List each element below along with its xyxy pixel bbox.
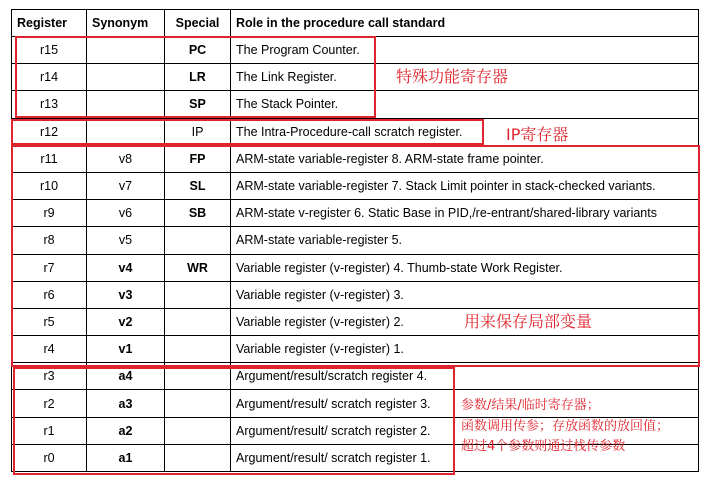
synonym-cell: a4 [87, 363, 165, 390]
role-cell: The Program Counter. [231, 37, 699, 64]
header-role: Role in the procedure call standard [231, 10, 699, 37]
table-row [12, 254, 699, 281]
table-row [12, 336, 699, 363]
register-cell: r6 [12, 281, 87, 308]
role-cell: The Link Register. [231, 64, 699, 91]
special-cell [165, 444, 231, 471]
register-cell: r14 [12, 64, 87, 91]
synonym-cell: v1 [87, 336, 165, 363]
special-cell [165, 417, 231, 444]
argument-annotation-line-1: 参数/结果/临时寄存器； [461, 398, 600, 413]
synonym-cell: v6 [87, 200, 165, 227]
synonym-cell [87, 37, 165, 64]
header-row [12, 10, 699, 37]
argument-annotation-line-2: 函数调用传参；存放函数的放回值； [461, 418, 670, 434]
special-cell [165, 281, 231, 308]
special-cell [165, 308, 231, 335]
role-cell: Variable register (v-register) 1. [231, 336, 699, 363]
table-row [12, 118, 699, 145]
special-cell [165, 363, 231, 390]
role-cell: Argument/result/ scratch register 1. [231, 444, 699, 471]
table-row [12, 200, 699, 227]
table-row [12, 172, 699, 199]
table-row [12, 37, 699, 64]
synonym-cell: v2 [87, 308, 165, 335]
special-cell [165, 227, 231, 254]
role-cell: Variable register (v-register) 2. [231, 308, 699, 335]
register-cell: r13 [12, 91, 87, 118]
synonym-cell: v4 [87, 254, 165, 281]
register-cell: r9 [12, 200, 87, 227]
argument-annotation-line-3: 超过4个参数则通过栈传参数 [461, 439, 626, 454]
synonym-cell: v7 [87, 172, 165, 199]
register-cell: r1 [12, 417, 87, 444]
special-cell [165, 390, 231, 417]
synonym-cell [87, 64, 165, 91]
synonym-cell: a2 [87, 417, 165, 444]
synonym-cell: v3 [87, 281, 165, 308]
synonym-cell: v8 [87, 145, 165, 172]
table-row [12, 145, 699, 172]
special-cell: PC [165, 37, 231, 64]
table-row [12, 227, 699, 254]
role-cell: ARM-state variable-register 5. [231, 227, 699, 254]
variable-registers-annotation: 用来保存局部变量 [464, 312, 593, 331]
register-cell: r5 [12, 308, 87, 335]
register-cell: r3 [12, 363, 87, 390]
special-registers-annotation: 特殊功能寄存器 [396, 67, 509, 86]
table-row [12, 363, 699, 390]
table-row [12, 64, 699, 91]
register-cell: r12 [12, 118, 87, 145]
special-cell [165, 336, 231, 363]
special-cell: SB [165, 200, 231, 227]
header-special: Special [165, 10, 231, 37]
synonym-cell: a3 [87, 390, 165, 417]
header-register: Register [12, 10, 87, 37]
special-cell: WR [165, 254, 231, 281]
argument-registers-annotation [461, 396, 669, 458]
table-row [12, 308, 699, 335]
register-cell: r4 [12, 336, 87, 363]
special-cell: IP [165, 118, 231, 145]
register-cell: r2 [12, 390, 87, 417]
role-cell: Argument/result/scratch register 4. [231, 363, 699, 390]
register-cell: r15 [12, 37, 87, 64]
synonym-cell: v5 [87, 227, 165, 254]
register-cell: r10 [12, 172, 87, 199]
register-cell: r8 [12, 227, 87, 254]
special-cell: SP [165, 91, 231, 118]
synonym-cell: a1 [87, 444, 165, 471]
register-cell: r0 [12, 444, 87, 471]
register-cell: r7 [12, 254, 87, 281]
synonym-cell [87, 118, 165, 145]
role-cell: ARM-state variable-register 7. Stack Limit pointer in stack-checked variants. [231, 172, 699, 199]
synonym-cell [87, 91, 165, 118]
table-row [12, 281, 699, 308]
role-cell: Variable register (v-register) 3. [231, 281, 699, 308]
role-cell: The Intra-Procedure-call scratch register. [231, 118, 699, 145]
special-cell: SL [165, 172, 231, 199]
role-cell: Variable register (v-register) 4. Thumb-state Work Register. [231, 254, 699, 281]
special-cell: LR [165, 64, 231, 91]
header-synonym: Synonym [87, 10, 165, 37]
register-cell: r11 [12, 145, 87, 172]
role-cell: ARM-state variable-register 8. ARM-state frame pointer. [231, 145, 699, 172]
role-cell: ARM-state v-register 6. Static Base in PID,/re-entrant/shared-library variants [231, 200, 699, 227]
ip-register-annotation: IP寄存器 [506, 125, 569, 144]
role-cell: The Stack Pointer. [231, 91, 699, 118]
special-cell: FP [165, 145, 231, 172]
role-cell: Argument/result/ scratch register 3. [231, 390, 699, 417]
role-cell: Argument/result/ scratch register 2. [231, 417, 699, 444]
table-row [12, 91, 699, 118]
